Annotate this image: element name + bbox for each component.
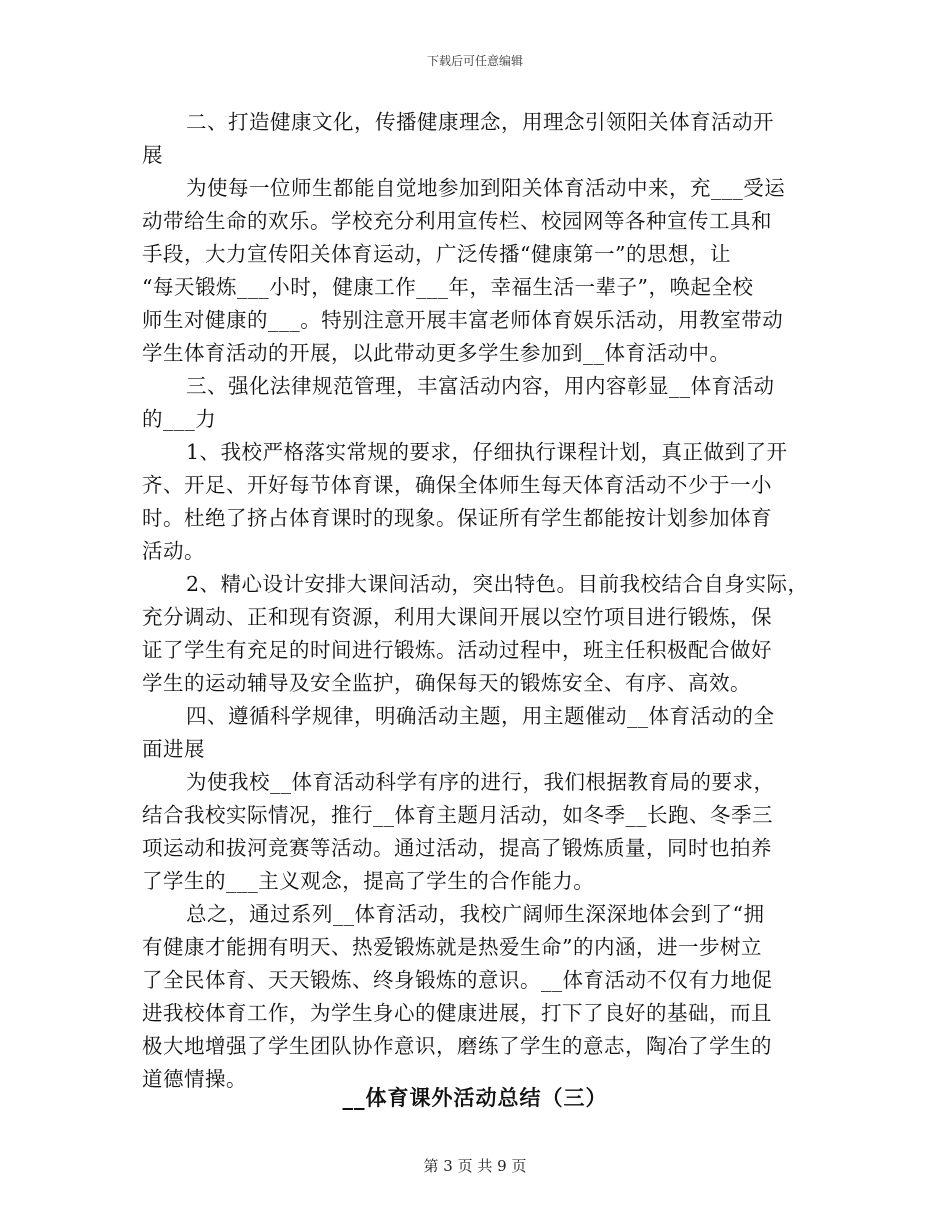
page-header-note: 下载后可任意编辑 [426,54,523,68]
paragraph-line: 学生体育活动的开展，以此带动更多学生参加到__体育活动中。 [142,341,731,365]
paragraph-line: 手段，大力宣传阳关体育运动，广泛传播“健康第一”的思想，让 [142,242,731,266]
paragraph-line: 项运动和拔河竞赛等活动。通过活动，提高了锻炼质量，同时也拍养 [142,836,772,860]
paragraph-line: 极大地增强了学生团队协作意识，磨练了学生的意志，陶冶了学生的 [142,1034,772,1058]
section-heading-line: 的___力 [142,407,217,431]
page-number: 第 3 页 共 9 页 [423,1157,527,1175]
section-heading-line: 三、强化法律规范管理，丰富活动内容，用内容彰显__体育活动 [186,374,775,398]
paragraph-line: 有健康才能拥有明天、热爱锻炼就是热爱生命”的内涵，进一步树立 [142,935,762,959]
section-heading-line: 展 [142,143,163,167]
paragraph-line: 了全民体育、天天锻炼、终身锻炼的意识。__体育活动不仅有力地促 [142,968,773,992]
paragraph-line: 进我校体育工作，为学生身心的健康进展，打下了良好的基础，而且 [142,1001,772,1025]
paragraph-line: 动带给生命的欢乐。学校充分利用宣传栏、校园网等各种宣传工具和 [142,209,772,233]
section-heading-line: 四、遵循科学规律，明确活动主题，用主题催动__体育活动的全 [186,704,775,728]
paragraph-line: 活动。 [142,539,205,563]
paragraph-line: 为使每一位师生都能自觉地参加到阳关体育活动中来，充___受运 [186,176,786,200]
document-body [142,106,807,1096]
paragraph-line: 师生对健康的___。特别注意开展丰富老师体育娱乐活动，用教室带动 [142,308,784,332]
paragraph-line: 为使我校__体育活动科学有序的进行，我们根据教育局的要求， [186,770,775,794]
paragraph-line: 了学生的___主义观念，提高了学生的合作能力。 [142,869,595,893]
section-heading-line: 二、打造健康文化，传播健康理念，用理念引领阳关体育活动开 [186,110,774,134]
paragraph-line: 充分调动、正和现有资源，利用大课间开展以空竹项目进行锻炼，保 [142,605,772,629]
paragraph-line: 结合我校实际情况，推行__体育主题月活动，如冬季__长跑、冬季三 [142,803,773,827]
paragraph-line: 证了学生有充足的时间进行锻炼。活动过程中，班主任积极配合做好 [142,638,772,662]
paragraph-line: 总之，通过系列__体育活动，我校广阔师生深深地体会到了“拥 [186,902,765,926]
paragraph-line: 2、精心设计安排大课间活动，突出特色。目前我校结合自身实际， [186,572,809,596]
paragraph-line: 齐、开足、开好每节体育课，确保全体师生每天体育活动不少于一小 [142,473,772,497]
paragraph-line: “每天锻炼___小时，健康工作___年，幸福生活一辈子”，唤起全校 [142,275,754,299]
paragraph-line: 学生的运动辅导及安全监护，确保每天的锻炼安全、有序、高效。 [142,671,751,695]
paragraph-line: 道德情操。 [142,1067,247,1091]
paragraph-line: 1、我校严格落实常规的要求，仔细执行课程计划，真正做到了开 [186,440,788,464]
section-heading-line: 面进展 [142,737,205,761]
paragraph-line: 时。杜绝了挤占体育课时的现象。保证所有学生都能按计划参加体育 [142,506,772,530]
section-title: __体育课外活动总结（三） [342,1085,608,1110]
